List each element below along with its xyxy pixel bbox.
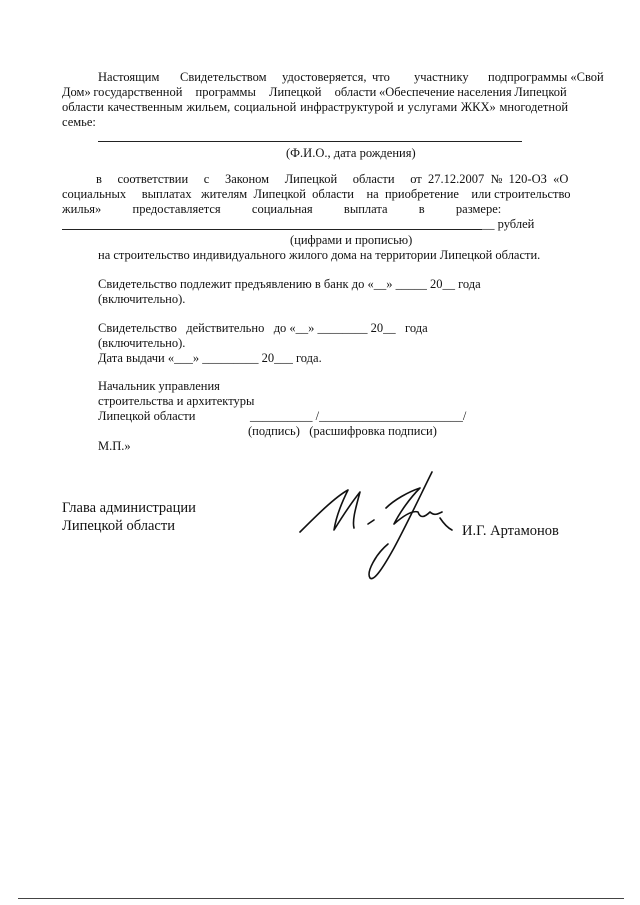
p1-word-3: удостоверяется,	[282, 70, 367, 84]
issue-date: Дата выдачи «___» _________ 20___ года.	[98, 351, 322, 365]
head-title-3: Липецкой области	[98, 409, 196, 423]
p1-line-2: Дом» государственной программы Липецкой области «Обеспечение населения Липецкой	[62, 85, 567, 99]
purpose-text: на строительство индивидуального жилого дома на территории Липецкой области.	[98, 248, 541, 262]
signatory-name: И.Г. Артамонов	[462, 523, 559, 539]
p1-line1-end: подпрограммы «Свой	[488, 70, 604, 84]
head-title-2: строительства и архитектуры	[98, 394, 255, 408]
validity-note: (включительно).	[98, 336, 186, 350]
signatory-title-2: Липецкой области	[62, 518, 175, 534]
p2-line-2: социальных выплатах жителям Липецкой области на приобретение или строительство	[62, 187, 571, 201]
bank-deadline: Свидетельство подлежит предъявлению в банк до «__» _____ 20__ года	[98, 277, 481, 291]
validity-period: Свидетельство действительно до «__» ________ 20__ года	[98, 321, 428, 335]
page-bottom-rule	[18, 898, 624, 899]
handwritten-signature	[290, 462, 460, 587]
amount-caption: (цифрами и прописью)	[290, 233, 413, 247]
amount-underline	[62, 229, 482, 230]
p1-word-1: Настоящим	[98, 70, 160, 84]
rubles-label: __ рублей	[482, 217, 535, 231]
p1-word-2: Свидетельством	[180, 70, 267, 84]
seal-place: М.П.»	[98, 439, 131, 453]
bank-deadline-note: (включительно).	[98, 292, 186, 306]
head-signature-captions: (подпись) (расшифровка подписи)	[248, 424, 437, 438]
p1-line-3: области качественным жильем, социальной инфраструктурой и услугами ЖКХ» многодетной	[62, 100, 569, 114]
head-signature-fields: __________ /_______________________/	[250, 409, 467, 423]
head-title-1: Начальник управления	[98, 379, 220, 393]
p1-word-4: что	[372, 70, 390, 84]
fio-underline	[98, 141, 522, 142]
fio-caption: (Ф.И.О., дата рождения)	[286, 146, 416, 160]
p1-word-5: участнику	[414, 70, 469, 84]
p2-line-3: жилья» предоставляется социальная выплата в размере:	[62, 202, 502, 216]
p2-line-1: в соответствии с Законом Липецкой области от 27.12.2007 № 120-ОЗ «О	[96, 172, 569, 186]
signatory-title-1: Глава администрации	[62, 500, 196, 516]
p1-line-4: семье:	[62, 115, 96, 129]
